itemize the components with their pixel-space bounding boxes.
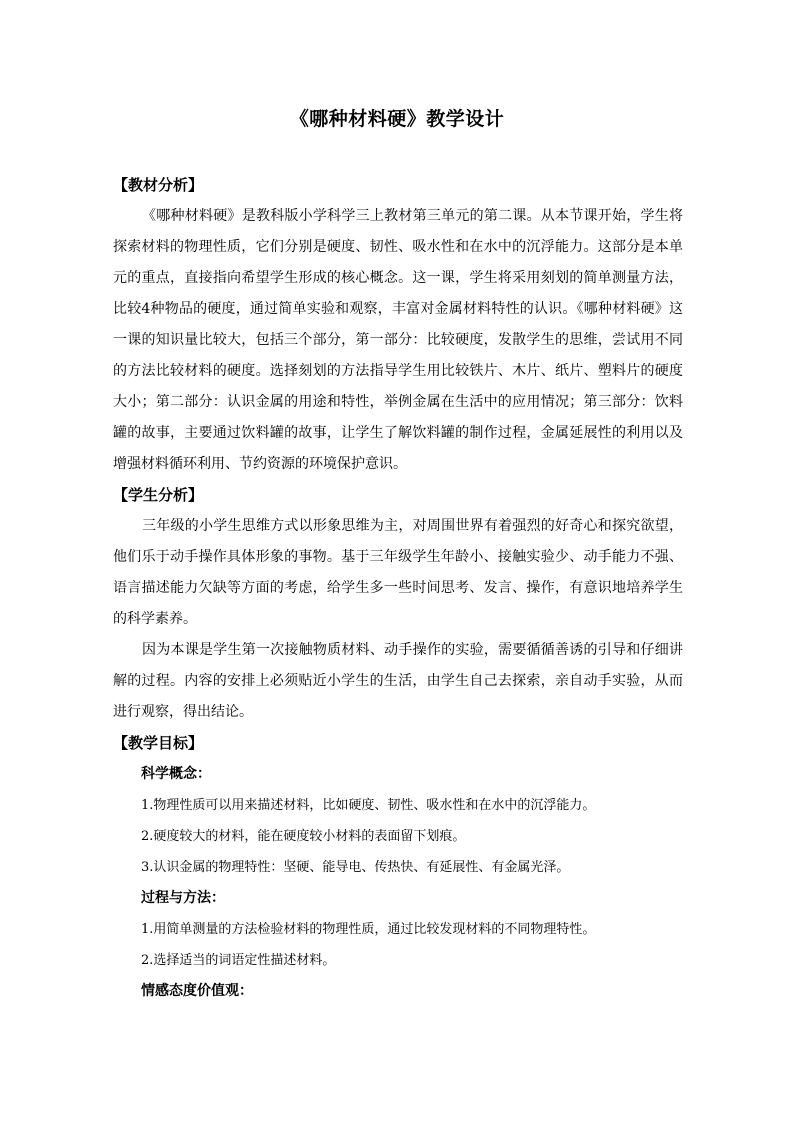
subheading-attitude-values: 情感态度价值观： bbox=[141, 983, 253, 999]
student-analysis-paragraph-1: 三年级的小学生思维方式以形象思维为主，对周围世界有着强烈的好奇心和探究欲望，他们乐于动手操作具体形象的事物。基于三年级学生年龄小、接触实验少、动手能力不强、语言描述能力欠缺等方面的考虑，给学生多一些时间思考、发言、操作，有意识地培养学生的科学素养。 bbox=[113, 518, 683, 627]
section-heading-student-analysis: 【学生分析】 bbox=[113, 486, 204, 504]
subheading-science-concept: 科学概念： bbox=[141, 766, 211, 782]
section-heading-teaching-goals: 【教学目标】 bbox=[113, 734, 204, 752]
science-concept-item-1: 1.物理性质可以用来描述材料，比如硬度、韧性、吸水性和在水中的沉浮能力。 bbox=[141, 798, 596, 813]
section-heading-textbook-analysis: 【教材分析】 bbox=[113, 176, 204, 194]
document-title: 《哪种材料硬》教学设计 bbox=[289, 108, 505, 130]
process-method-item-1: 1.用简单测量的方法检验材料的物理性质，通过比较发现材料的不同物理特性。 bbox=[141, 922, 596, 937]
document-body bbox=[113, 170, 683, 1007]
science-concept-item-3: 3.认识金属的物理特性：坚硬、能导电、传热快、有延展性、有金属光泽。 bbox=[141, 860, 570, 875]
student-analysis-paragraph-2: 因为本课是学生第一次接触物质材料、动手操作的实验，需要循循善诱的引导和仔细讲解的过程。内容的安排上必须贴近小学生的生活，由学生自己去探索，亲自动手实验，从而进行观察，得出结论。 bbox=[113, 642, 683, 720]
science-concept-item-2: 2.硬度较大的材料，能在硬度较小材料的表面留下划痕。 bbox=[141, 829, 466, 844]
process-method-item-2: 2.选择适当的词语定性描述材料。 bbox=[141, 953, 336, 968]
textbook-analysis-paragraph: 《哪种材料硬》是教科版小学科学三上教材第三单元的第二课。从本节课开始，学生将探索材料的物理性质，它们分别是硬度、韧性、吸水性和在水中的沉浮能力。这部分是本单元的重点，直接指向希望学生形成的核心概念。这一课，学生将采用刻划的简单测量方法，比较4种物品的硬度，通过简单实验和观察，丰富对金属材料特性的认识。《哪种材料硬》这一课的知识量比较大，包括三个部分，第一部分：比较硬度，发散学生的思维，尝试用不同的方法比较材料的硬度。选择刻划的方法指导学生用比较铁片、木片、纸片、塑料片的硬度大小；第二部分：认识金属的用途和特性，举例金属在生活中的应用情况；第三部分：饮料罐的故事，主要通过饮料罐的故事，让学生了解饮料罐的制作过程，金属延展性的利用以及增强材料循环利用、节约资源的环境保护意识。 bbox=[113, 208, 683, 472]
subheading-process-method: 过程与方法： bbox=[141, 890, 225, 906]
